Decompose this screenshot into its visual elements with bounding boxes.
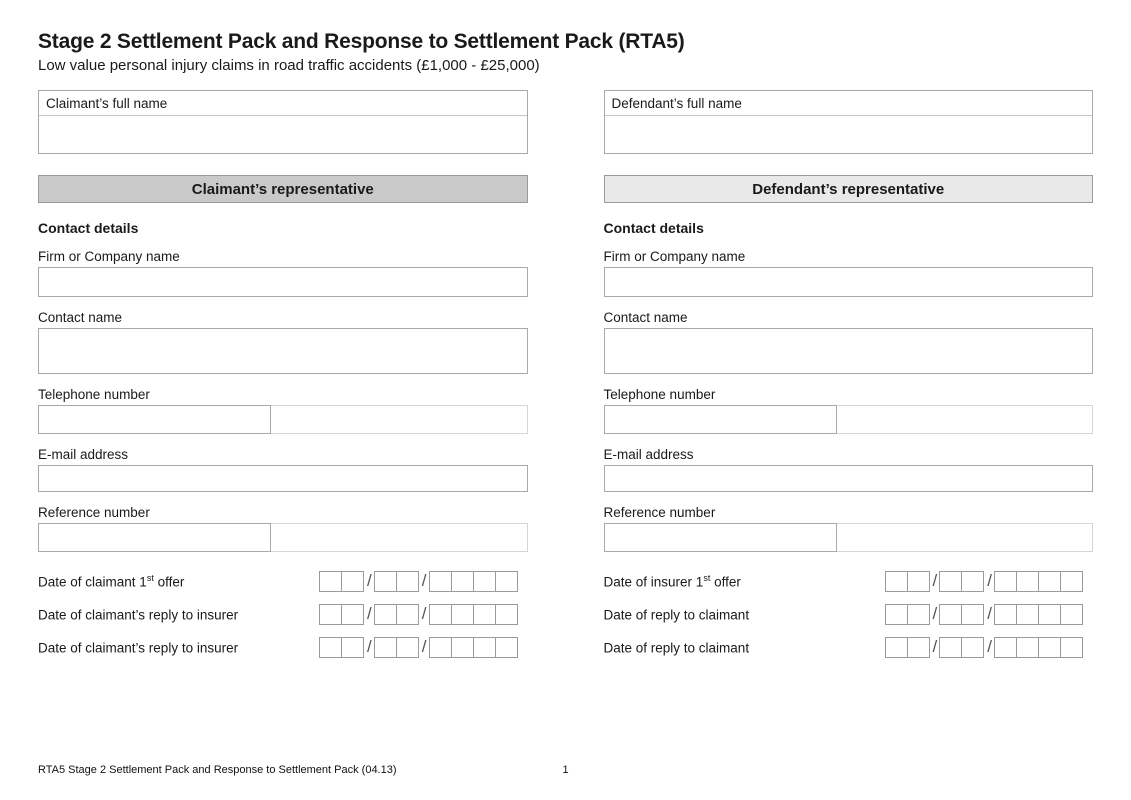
- date-separator: /: [932, 571, 938, 590]
- defendant-contact-name-input[interactable]: [604, 328, 1094, 374]
- defendant-date-section: [604, 570, 1094, 658]
- date-digit-cell[interactable]: [495, 604, 518, 625]
- date-label-text: Date of insurer 1: [603, 574, 704, 590]
- date-digit-cell[interactable]: [429, 571, 452, 592]
- date-cell-group: [885, 571, 930, 592]
- reply-to-claimant-date-row-1: [604, 603, 1094, 625]
- date-cell-group: [429, 637, 518, 658]
- date-label-text: offer: [710, 574, 741, 590]
- ordinal-superscript: st: [703, 572, 711, 583]
- date-separator: /: [932, 604, 938, 623]
- defendant-reference-input[interactable]: [604, 523, 837, 552]
- date-cell-group: [429, 604, 518, 625]
- date-label-text: Date of claimant 1: [38, 574, 147, 590]
- date-label-text: Date of reply to claimant: [603, 607, 750, 623]
- date-cell-group: [885, 604, 930, 625]
- date-digit-cell[interactable]: [1060, 604, 1083, 625]
- claimant-firm-label: Firm or Company name: [38, 249, 180, 264]
- reply-to-claimant-date-label-1: [604, 606, 885, 623]
- claimant-reply-date-row-2: [38, 636, 528, 658]
- defendant-phone-label: Telephone number: [603, 387, 716, 402]
- date-digit-cell[interactable]: [451, 604, 474, 625]
- date-digit-cell[interactable]: [396, 571, 419, 592]
- claimant-column: [38, 90, 528, 669]
- date-digit-cell[interactable]: [319, 637, 342, 658]
- insurer-first-offer-date-label: [604, 573, 885, 590]
- date-cell-group: [885, 637, 930, 658]
- reply-to-claimant-date-input-2: [885, 637, 1083, 658]
- date-cell-group: [319, 637, 364, 658]
- defendant-name-label: Defendant’s full name: [605, 91, 1093, 116]
- date-cell-group: [319, 571, 364, 592]
- defendant-phone-row: [604, 405, 1094, 434]
- form-subtitle: Low value personal injury claims in road traffic accidents (£1,000 - £25,000): [38, 57, 540, 74]
- date-cell-group: [994, 571, 1083, 592]
- claimant-first-offer-date-label: [38, 573, 319, 590]
- date-digit-cell[interactable]: [939, 637, 962, 658]
- date-digit-cell[interactable]: [341, 571, 364, 592]
- claimant-reference-label: Reference number: [38, 505, 150, 520]
- defendant-email-input[interactable]: [604, 465, 1094, 492]
- date-digit-cell[interactable]: [341, 637, 364, 658]
- defendant-name-field: [604, 90, 1094, 154]
- defendant-representative-header: Defendant’s representative: [604, 175, 1094, 203]
- date-digit-cell[interactable]: [907, 571, 930, 592]
- claimant-reference-row: [38, 523, 528, 552]
- defendant-firm-input[interactable]: [604, 267, 1094, 297]
- reply-to-claimant-date-input-1: [885, 604, 1083, 625]
- defendant-contact-name-label: Contact name: [603, 310, 688, 325]
- date-cell-group: [939, 571, 984, 592]
- defendant-column: [604, 90, 1094, 669]
- date-digit-cell[interactable]: [473, 637, 496, 658]
- date-digit-cell[interactable]: [961, 604, 984, 625]
- date-separator: /: [367, 571, 372, 590]
- date-digit-cell[interactable]: [319, 571, 342, 592]
- defendant-reference-row: [604, 523, 1094, 552]
- date-separator: /: [421, 637, 427, 656]
- claimant-reply-date-input-1: [319, 604, 517, 625]
- defendant-reference-label: Reference number: [603, 505, 716, 520]
- date-digit-cell[interactable]: [1060, 571, 1083, 592]
- claimant-reply-date-label-2: [38, 639, 319, 656]
- claimant-contact-name-label: Contact name: [38, 310, 123, 325]
- claimant-contact-details-heading: Contact details: [38, 220, 139, 236]
- date-digit-cell[interactable]: [939, 571, 962, 592]
- defendant-firm-label: Firm or Company name: [603, 249, 746, 264]
- date-separator: /: [987, 604, 992, 623]
- form-title: Stage 2 Settlement Pack and Response to Settlement Pack (RTA5): [38, 30, 685, 53]
- date-digit-cell[interactable]: [961, 571, 984, 592]
- date-cell-group: [994, 604, 1083, 625]
- claimant-reference-input[interactable]: [38, 523, 271, 552]
- defendant-name-input[interactable]: [605, 116, 1093, 154]
- date-cell-group: [374, 571, 419, 592]
- defendant-email-label: E-mail address: [603, 447, 694, 462]
- date-digit-cell[interactable]: [396, 604, 419, 625]
- claimant-name-input[interactable]: [39, 116, 527, 154]
- claimant-phone-input[interactable]: [38, 405, 271, 434]
- date-digit-cell[interactable]: [1038, 604, 1061, 625]
- date-cell-group: [939, 637, 984, 658]
- ordinal-superscript: st: [146, 572, 154, 583]
- claimant-name-field: [38, 90, 528, 154]
- date-digit-cell[interactable]: [341, 604, 364, 625]
- footer-form-reference: RTA5 Stage 2 Settlement Pack and Response to Settlement Pack (04.13): [38, 764, 397, 776]
- date-digit-cell[interactable]: [1038, 637, 1061, 658]
- page-footer: [38, 764, 1093, 776]
- date-digit-cell[interactable]: [885, 637, 908, 658]
- date-cell-group: [319, 604, 364, 625]
- claimant-reply-date-input-2: [319, 637, 517, 658]
- date-label-text: offer: [153, 574, 185, 590]
- date-digit-cell[interactable]: [473, 604, 496, 625]
- date-digit-cell[interactable]: [495, 637, 518, 658]
- date-separator: /: [421, 604, 427, 623]
- date-digit-cell[interactable]: [319, 604, 342, 625]
- date-digit-cell[interactable]: [374, 637, 397, 658]
- date-digit-cell[interactable]: [907, 604, 930, 625]
- date-digit-cell[interactable]: [994, 637, 1017, 658]
- date-digit-cell[interactable]: [374, 571, 397, 592]
- date-digit-cell[interactable]: [1016, 604, 1039, 625]
- date-cell-group: [374, 637, 419, 658]
- claimant-phone-row: [38, 405, 528, 434]
- claimant-reply-date-label-1: [38, 606, 319, 623]
- claimant-date-section: [38, 570, 528, 658]
- date-digit-cell[interactable]: [907, 637, 930, 658]
- claimant-first-offer-date-row: [38, 570, 528, 592]
- claimant-phone-label: Telephone number: [38, 387, 150, 402]
- date-label-text: Date of claimant’s reply to insurer: [38, 607, 239, 623]
- date-cell-group: [994, 637, 1083, 658]
- claimant-email-label: E-mail address: [38, 447, 129, 462]
- insurer-first-offer-date-row: [604, 570, 1094, 592]
- reply-to-claimant-date-label-2: [604, 639, 885, 656]
- form-columns: [38, 90, 1093, 669]
- date-digit-cell[interactable]: [1016, 637, 1039, 658]
- date-digit-cell[interactable]: [451, 637, 474, 658]
- date-digit-cell[interactable]: [451, 571, 474, 592]
- claimant-firm-input[interactable]: [38, 267, 528, 297]
- date-digit-cell[interactable]: [939, 604, 962, 625]
- date-separator: /: [367, 604, 372, 623]
- claimant-email-input[interactable]: [38, 465, 528, 492]
- claimant-first-offer-date-input: [319, 571, 517, 592]
- date-digit-cell[interactable]: [961, 637, 984, 658]
- date-digit-cell[interactable]: [1060, 637, 1083, 658]
- date-digit-cell[interactable]: [473, 571, 496, 592]
- claimant-representative-header: Claimant’s representative: [38, 175, 528, 203]
- defendant-contact-details-heading: Contact details: [603, 220, 704, 236]
- insurer-first-offer-date-input: [885, 571, 1083, 592]
- date-cell-group: [429, 571, 518, 592]
- page-number: 1: [562, 764, 569, 776]
- date-separator: /: [932, 637, 938, 656]
- date-cell-group: [374, 604, 419, 625]
- reply-to-claimant-date-row-2: [604, 636, 1094, 658]
- date-digit-cell[interactable]: [885, 571, 908, 592]
- date-separator: /: [367, 637, 372, 656]
- date-separator: /: [421, 571, 427, 590]
- claimant-contact-name-input[interactable]: [38, 328, 528, 374]
- date-cell-group: [939, 604, 984, 625]
- date-label-text: Date of reply to claimant: [603, 640, 750, 656]
- claimant-reply-date-row-1: [38, 603, 528, 625]
- date-digit-cell[interactable]: [994, 604, 1017, 625]
- date-digit-cell[interactable]: [1016, 571, 1039, 592]
- date-digit-cell[interactable]: [374, 604, 397, 625]
- defendant-phone-input[interactable]: [604, 405, 837, 434]
- date-separator: /: [987, 637, 992, 656]
- date-label-text: Date of claimant’s reply to insurer: [38, 640, 239, 656]
- date-digit-cell[interactable]: [1038, 571, 1061, 592]
- claimant-name-label: Claimant’s full name: [39, 91, 527, 116]
- date-separator: /: [987, 571, 992, 590]
- date-digit-cell[interactable]: [994, 571, 1017, 592]
- date-digit-cell[interactable]: [495, 571, 518, 592]
- date-digit-cell[interactable]: [885, 604, 908, 625]
- date-digit-cell[interactable]: [429, 637, 452, 658]
- date-digit-cell[interactable]: [396, 637, 419, 658]
- date-digit-cell[interactable]: [429, 604, 452, 625]
